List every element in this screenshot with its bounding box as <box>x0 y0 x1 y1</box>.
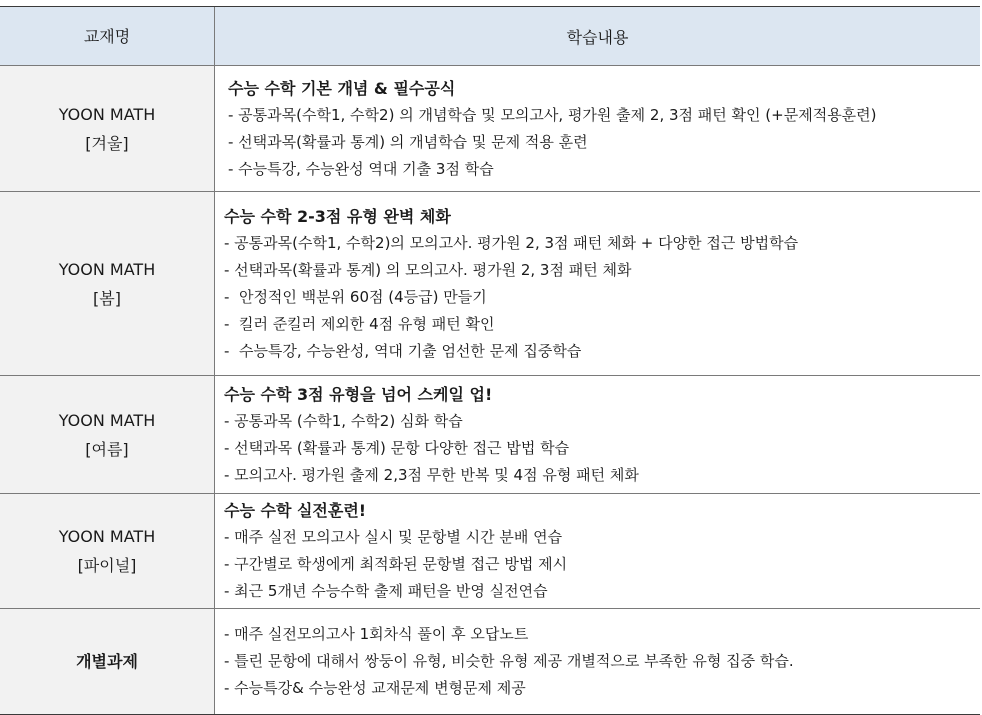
textbook-name: YOON MATH <box>58 259 156 279</box>
textbook-season: [여름] <box>85 439 129 459</box>
content-title: 수능 수학 실전훈련! <box>224 501 367 520</box>
content-cell <box>215 494 980 608</box>
content-item: - 매주 실전 모의고사 실시 및 문항별 시간 분배 연습 <box>224 528 563 546</box>
textbook-name-cell <box>0 376 215 493</box>
textbook-name-cell <box>0 609 215 714</box>
textbook-name: 개별과제 <box>76 652 138 671</box>
textbook-name-cell <box>0 66 215 191</box>
content-item: - 매주 실전모의고사 1회차식 풀이 후 오답노트 <box>224 625 529 643</box>
table-header-row <box>0 7 980 66</box>
content-cell <box>215 376 980 493</box>
content-item: - 틀린 문항에 대해서 쌍둥이 유형, 비슷한 유형 제공 개별적으로 부족한 유형 집중 학습. <box>224 652 794 670</box>
textbook-name: YOON MATH <box>58 104 156 124</box>
content-cell <box>215 192 980 375</box>
header-content: 학습내용 <box>215 7 980 65</box>
textbook-season: [겨울] <box>85 133 129 153</box>
content-cell <box>215 609 980 714</box>
textbook-season: [파이널] <box>77 556 137 575</box>
textbook-name-cell <box>0 494 215 608</box>
content-item: - 킬러 준킬러 제외한 4점 유형 패턴 확인 <box>224 314 495 333</box>
content-item: - 선택과목(확률과 통계) 의 모의고사. 평가원 2, 3점 패턴 체화 <box>224 260 632 279</box>
content-item: - 수능특강& 수능완성 교재문제 변형문제 제공 <box>224 679 526 697</box>
content-item: - 수능특강, 수능완성, 역대 기출 엄선한 문제 집중학습 <box>224 341 582 360</box>
content-item: - 공통과목(수학1, 수학2)의 모의고사. 평가원 2, 3점 패턴 체화 + 다양한 접근 방법학습 <box>224 233 799 252</box>
table-row-spring <box>0 192 980 376</box>
content-item: - 구간별로 학생에게 최적화된 문항별 접근 방법 제시 <box>224 555 568 573</box>
content-title: 수능 수학 2-3점 유형 완벽 체화 <box>224 206 451 226</box>
content-item: - 공통과목 (수학1, 수학2) 심화 학습 <box>224 411 463 430</box>
content-title: 수능 수학 기본 개념 & 필수공식 <box>228 78 456 98</box>
table-row-final <box>0 494 980 609</box>
content-item: - 선택과목 (확률과 통계) 문항 다양한 접근 밥법 학습 <box>224 438 570 457</box>
table-row-winter <box>0 66 980 192</box>
textbook-name: YOON MATH <box>58 527 156 546</box>
content-item: - 최근 5개년 수능수학 출제 패턴을 반영 실전연습 <box>224 582 548 600</box>
table-row-individual-assignment <box>0 609 980 714</box>
header-textbook: 교재명 <box>0 7 215 65</box>
textbook-season: [봄] <box>93 288 121 308</box>
content-item: - 안정적인 백분위 60점 (4등급) 만들기 <box>224 287 487 306</box>
content-cell <box>215 66 980 191</box>
content-item: - 선택과목(확률과 통계) 의 개념학습 및 문제 적용 훈련 <box>228 132 588 151</box>
content-title: 수능 수학 3점 유형을 넘어 스케일 업! <box>224 384 493 404</box>
table-row-summer <box>0 376 980 494</box>
content-item: - 모의고사. 평가원 출제 2,3점 무한 반복 및 4점 유형 패턴 체화 <box>224 465 639 484</box>
content-item: - 공통과목(수학1, 수학2) 의 개념학습 및 모의고사, 평가원 출제 2, 3점 패턴 확인 (+문제적용훈련) <box>228 105 877 124</box>
curriculum-table <box>0 6 980 715</box>
textbook-name-cell <box>0 192 215 375</box>
textbook-name: YOON MATH <box>58 410 156 430</box>
content-item: - 수능특강, 수능완성 역대 기출 3점 학습 <box>228 159 494 178</box>
